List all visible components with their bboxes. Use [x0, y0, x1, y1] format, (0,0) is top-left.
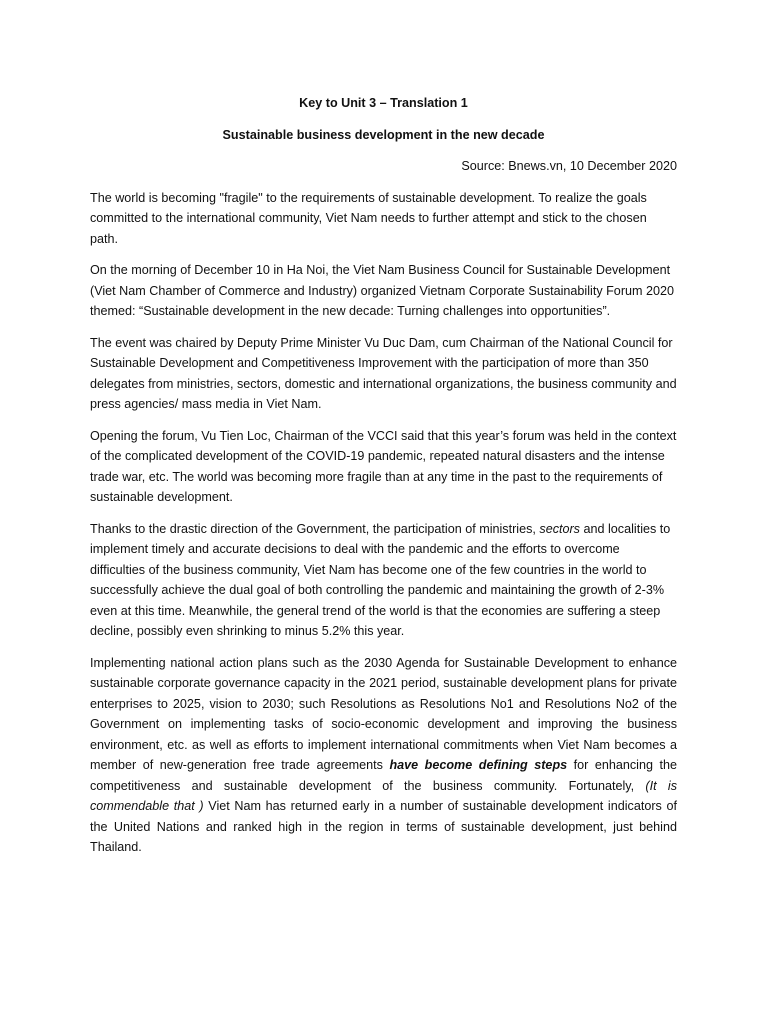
italic-sectors: sectors — [539, 521, 580, 536]
paragraph-3: The event was chaired by Deputy Prime Minister Vu Duc Dam, cum Chairman of the National Council for Sustainable Development and Competitiveness Improvement with the participation of more than 350 delegates from ministries, sectors, domestic and international organizations, the business community and press agencies/ mass media in Viet Nam. — [90, 335, 677, 411]
emphasis-defining-steps: have become defining steps — [389, 758, 568, 772]
paragraph-5-text-end: and localities to implement timely and accurate decisions to deal with the pandemic and the efforts to overcome difficulties of the business community, Viet Nam has become one of the few countries in the world to successfully achieve the dual goal of both controlling the pandemic and maintaining the growth of 2-3% even at this time. Meanwhile, the general trend of the world is that the economies are suffering a steep decline, possibly even shrinking to minus 5.2% this year. — [90, 521, 671, 638]
italic-commendable: (It is commendable that ) — [90, 778, 677, 813]
paragraph-2: On the morning of December 10 in Ha Noi, the Viet Nam Business Council for Sustainable Development (Viet Nam Chamber of Commerce and Industry) organized Vietnam Corporate Sustainability Forum 2020 themed: “Sustainable development in the new decade: Turning challenges into opportunities”. — [90, 263, 675, 318]
document-title: Key to Unit 3 – Translation 1 — [299, 96, 468, 110]
paragraph-5-text-start: Thanks to the drastic direction of the Government, the participation of ministries, — [90, 521, 540, 536]
paragraph-6-text-3: Viet Nam has returned early in a number of sustainable development indicators of the United Nations and ranked high in the region in terms of sustainable development, just behind Thailand. — [90, 799, 677, 854]
paragraph-6-text-2: for enhancing the competitiveness and sustainable development of the business community. Fortunately, — [90, 758, 677, 793]
paragraph-6 — [90, 653, 677, 858]
source-line: Source: Bnews.vn, 10 December 2020 — [461, 159, 677, 173]
paragraph-1: The world is becoming "fragile" to the requirements of sustainable development. To realize the goals committed to the international community, Viet Nam needs to further attempt and stick to the chosen path. — [90, 190, 647, 246]
paragraph-4: Opening the forum, Vu Tien Loc, Chairman of the VCCI said that this year’s forum was held in the context of the complicated development of the COVID-19 pandemic, repeated natural disasters and the intense trade war, etc. The world was becoming more fragile than at any time in the past to the requirements of sustainable development. — [90, 428, 677, 504]
document-page — [90, 93, 677, 869]
paragraph-6-text-1: Implementing national action plans such as the 2030 Agenda for Sustainable Development to enhance sustainable corporate governance capacity in the 2021 period, sustainable development plans for private enterprises to 2025, vision to 2030; such Resolutions as Resolutions No1 and Resolutions No2 of the Government on implementing tasks of socio-economic development and improving the business environment, etc. as well as efforts to implement international commitments when Viet Nam becomes a member of new-generation free trade agreements — [90, 655, 677, 772]
paragraph-5 — [90, 519, 677, 642]
document-subtitle: Sustainable business development in the new decade — [222, 127, 545, 142]
